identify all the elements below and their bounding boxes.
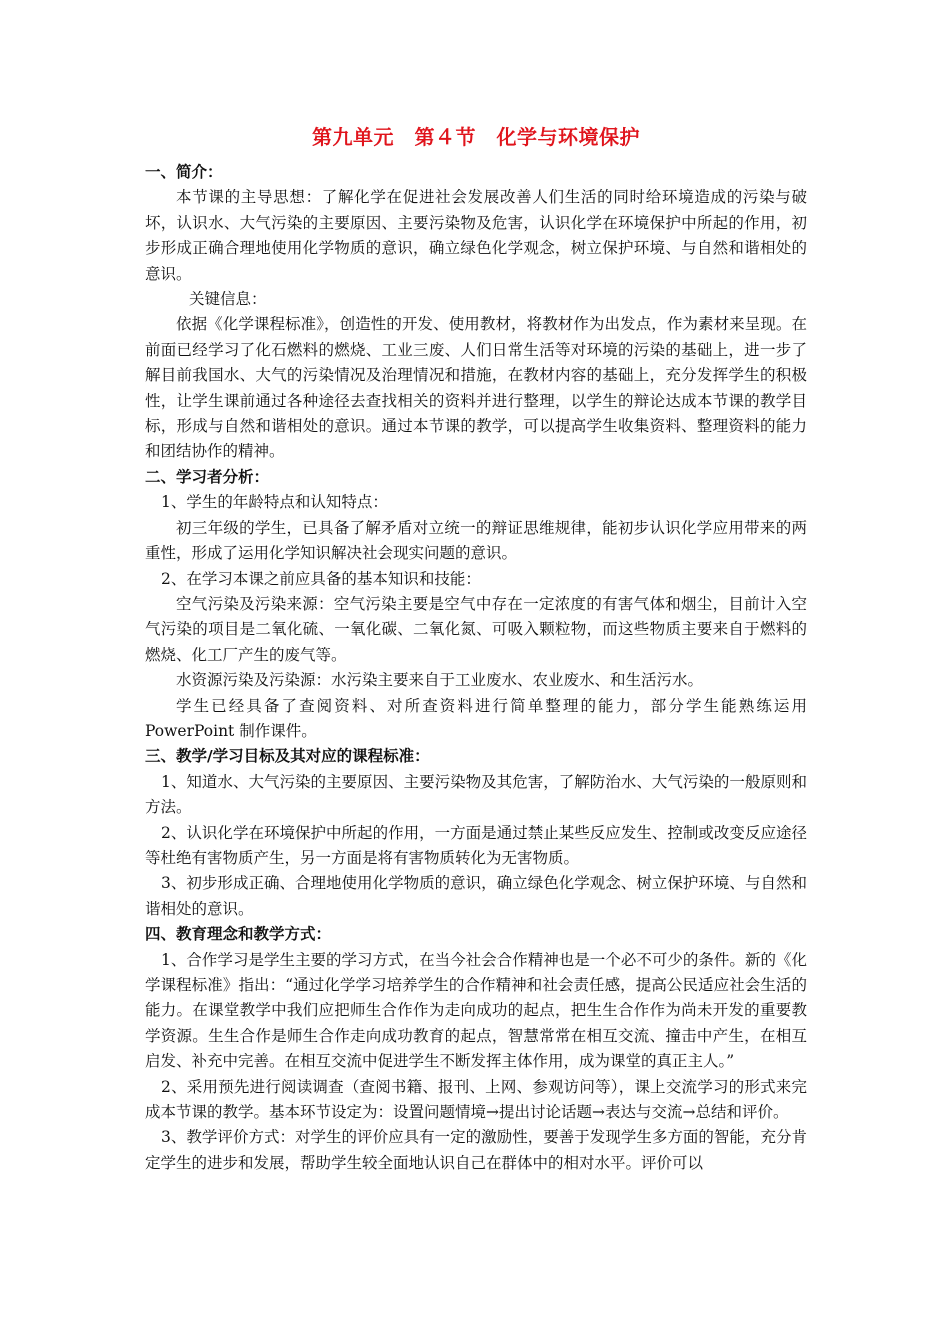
paragraph: 水资源污染及污染源：水污染主要来自于工业废水、农业废水、和生活污水。 (176, 671, 704, 690)
section-heading-teaching-philosophy: 四、教育理念和教学方式： (145, 925, 332, 944)
paragraph: 空气污染及污染来源：空气污染主要是空气中存在一定浓度的有害气体和烟尘，目前计入空气污染的项目是二氧化硫、一氧化碳、二氧化氮、可吸入颗粒物，而这些物质主要来自于燃料的燃烧、化工厂产生的废气等。 (145, 594, 807, 664)
paragraph: 2、采用预先进行阅读调查（查阅书籍、报刊、上网、参观访问等），课上交流学习的形式来完成本节课的教学。基本环节设定为：设置问题情境→提出讨论话题→表达与交流→总结和评价。 (145, 1077, 807, 1122)
paragraph: 初三年级的学生，已具备了解矛盾对立统一的辩证思维规律，能初步认识化学应用带来的两重性，形成了运用化学知识解决社会现实问题的意识。 (145, 518, 807, 563)
paragraph: 学生已经具备了查阅资料、对所查资料进行简单整理的能力，部分学生能熟练运用PowerPoint 制作课件。 (145, 696, 807, 740)
paragraph: 依据《化学课程标准》，创造性的开发、使用教材，将教材作为出发点，作为素材来呈现。在前面已经学习了化石燃料的燃烧、工业三废、人们日常生活等对环境的污染的基础上，进一步了解目前我国水、大气的污染情况及治理情况和措施，在教材内容的基础上，充分发挥学生的积极性，让学生课前通过各种途径去查找相关的资料并进行整理，以学生的辩论达成本节课的教学目标，形成与自然和谐相处的意识。通过本节课的教学，可以提高学生收集资料、整理资料的能力和团结协作的精神。 (145, 315, 807, 461)
section-heading-intro: 一、简介： (145, 163, 223, 181)
paragraph: 本节课的主导思想：了解化学在促进社会发展改善人们生活的同时给环境造成的污染与破坏，认识水、大气污染的主要原因、主要污染物及危害，认识化学在环境保护中所起的作用，初步形成正确合理地使用化学物质的意识，确立绿色化学观念，树立保护环境、与自然和谐相处的意识。 (145, 188, 807, 283)
paragraph: 1、合作学习是学生主要的学习方式，在当今社会合作精神也是一个必不可少的条件。新的《化学课程标准》指出：“通过化学学习培养学生的合作精神和社会责任感，提高公民适应社会生活的能力。在课堂教学中我们应把师生合作作为走向成功的起点，把生生合作作为尚未开发的重要教学资源。生生合作是师生合作走向成功教育的起点，智慧常常在相互交流、撞击中产生，在相互启发、补充中完善。在相互交流中促进学生不断发挥主体作用，成为课堂的真正主人。” (145, 950, 807, 1071)
paragraph: 2、在学习本课之前应具备的基本知识和技能： (161, 569, 481, 588)
paragraph: 3、教学评价方式：对学生的评价应具有一定的激励性，要善于发现学生多方面的智能，充分肯定学生的进步和发展，帮助学生较全面地认识自己在群体中的相对水平。评价可以 (145, 1128, 807, 1172)
paragraph: 3、初步形成正确、合理地使用化学物质的意识，确立绿色化学观念、树立保护环境、与自然和谐相处的意识。 (145, 874, 807, 918)
paragraph: 1、学生的年龄特点和认知特点： (161, 493, 388, 512)
paragraph: 1、知道水、大气污染的主要原因、主要污染物及其危害，了解防治水、大气污染的一般原则和方法。 (145, 772, 807, 817)
document-title: 第九单元 第４节 化学与环境保护 (312, 125, 640, 149)
paragraph: 2、认识化学在环境保护中所起的作用，一方面是通过禁止某些反应发生、控制或改变反应途径等杜绝有害物质产生，另一方面是将有害物质转化为无害物质。 (145, 823, 807, 867)
section-heading-learner-analysis: 二、学习者分析： (145, 467, 270, 486)
paragraph: 关键信息： (189, 290, 267, 309)
section-heading-objectives: 三、教学/学习目标及其对应的课程标准： (145, 747, 430, 766)
document-body (145, 122, 807, 1176)
